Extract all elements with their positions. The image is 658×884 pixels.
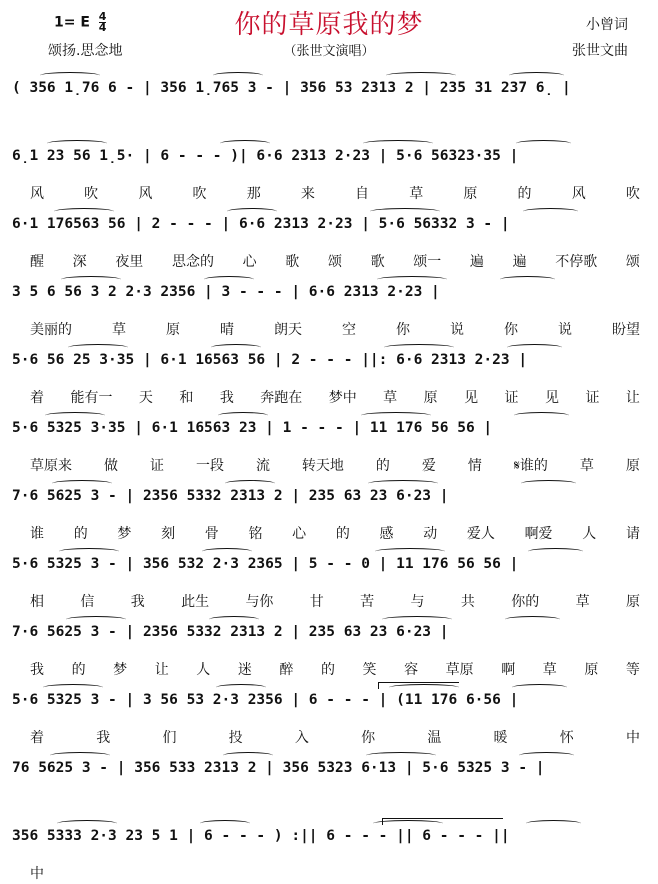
- lyric-line: [30, 660, 640, 680]
- slur-mark: [528, 548, 583, 555]
- lyric-word: 我: [96, 730, 111, 746]
- lyric-word: 草: [409, 186, 424, 202]
- lyric-word: 相: [30, 594, 44, 610]
- lyric-word: 吹: [625, 186, 640, 202]
- lyric-word: 做: [103, 458, 118, 474]
- lyric-line: [30, 796, 640, 816]
- notation-line: ( 356 1̣76 6 - | 356 1̣765 3 - | 356 53 2313 2 | 235 31 237 6̣ |: [12, 80, 571, 96]
- lyric-word: 和: [179, 390, 194, 406]
- lyric-line: [30, 116, 640, 136]
- slur-mark: [523, 208, 578, 215]
- lyric-line: [30, 524, 640, 544]
- lyric-line: [30, 388, 640, 408]
- lyric-word: 晴: [220, 322, 234, 338]
- slur-mark: [218, 412, 268, 419]
- lyric-line: [30, 320, 640, 340]
- lyric-word: 遍: [469, 254, 484, 270]
- lyric-word: 你: [504, 322, 518, 338]
- lyric-word: 的: [71, 662, 86, 678]
- lyric-word: 容: [404, 662, 419, 678]
- notation-line: 6̣1 23 56 1̣5· | 6 - - - )| 6·6 2313 2·23 | 5·6 56323·35 |: [12, 148, 519, 164]
- slur-mark: [386, 72, 456, 79]
- lyric-word: 颂: [327, 254, 342, 270]
- slur-mark: [220, 140, 270, 147]
- lyric-word: 请: [625, 526, 640, 542]
- lyric-word: 梦: [113, 662, 128, 678]
- slur-mark: [43, 684, 103, 691]
- lyric-word: 中: [625, 730, 640, 746]
- lyric-word: 的: [73, 526, 88, 542]
- lyric-word: 草原: [445, 662, 474, 678]
- lyric-word: 我: [130, 594, 145, 610]
- notation-line: 356 5333 2·3 23 5 1 | 6 - - - ) :|| 6 - - - || 6 - - - ||: [12, 828, 510, 844]
- lyric-word: 啊: [501, 662, 516, 678]
- slur-mark: [512, 684, 567, 691]
- lyric-word: 怀: [559, 730, 574, 746]
- slur-mark: [57, 820, 117, 827]
- lyric-word: 共: [460, 594, 475, 610]
- notation-line: 5·6 5325 3·35 | 6·1 16563 23 | 1 - - - | 11 176 56 56 |: [12, 420, 493, 436]
- slur-mark: [202, 548, 252, 555]
- lyric-word: 草: [579, 458, 594, 474]
- slur-mark: [225, 480, 275, 487]
- lyricist-credit: 小曾词: [586, 17, 628, 33]
- slur-mark: [61, 276, 121, 283]
- lyric-word: 草: [575, 594, 590, 610]
- slur-mark: [363, 140, 433, 147]
- slur-mark: [68, 344, 128, 351]
- lyric-word: 入: [294, 730, 309, 746]
- lyric-word: 草原来: [30, 458, 72, 474]
- lyric-word: 𝄋谁的: [513, 458, 548, 474]
- lyric-word: 此生: [181, 594, 210, 610]
- slur-mark: [47, 140, 107, 147]
- lyric-word: 一段: [195, 458, 224, 474]
- lyric-word: 们: [162, 730, 177, 746]
- song-title: 你的草原我的梦: [234, 10, 424, 40]
- lyric-word: 能有一: [70, 390, 113, 406]
- slur-mark: [223, 752, 273, 759]
- slur-mark: [50, 752, 110, 759]
- lyric-word: 中: [30, 866, 44, 882]
- lyric-word: 骨: [204, 526, 219, 542]
- notation-line: 7·6 5625 3 - | 2356 5332 2313 2 | 235 63 23 6·23 |: [12, 488, 449, 504]
- lyric-word: 的: [517, 186, 532, 202]
- lyric-word: 着: [30, 390, 44, 406]
- slur-mark: [361, 412, 431, 419]
- lyric-word: 歌: [285, 254, 300, 270]
- slur-mark: [204, 276, 254, 283]
- lyric-word: 等: [625, 662, 640, 678]
- lyric-word: 你: [396, 322, 410, 338]
- lyric-word: 那: [246, 186, 261, 202]
- notation-line: 5·6 56 25 3·35 | 6·1 16563 56 | 2 - - - ||: 6·6 2313 2·23 |: [12, 352, 528, 368]
- lyric-word: 的: [320, 662, 335, 678]
- lyric-word: 笑: [362, 662, 377, 678]
- lyric-word: 爱人: [466, 526, 495, 542]
- slur-mark: [368, 480, 438, 487]
- slur-mark: [366, 752, 436, 759]
- lyric-word: 我: [219, 390, 234, 406]
- time-signature-top: 4: [98, 10, 107, 23]
- notation-line: 3 5 6 56 3 2 2·3 2356 | 3 - - - | 6·6 2313 2·23 |: [12, 284, 440, 300]
- lyric-word: 与你: [245, 594, 274, 610]
- lyric-word: 苦: [360, 594, 375, 610]
- lyric-word: 你的: [511, 594, 540, 610]
- slur-mark: [209, 616, 259, 623]
- lyric-word: 奔跑在: [260, 390, 303, 406]
- lyric-word: 原: [463, 186, 478, 202]
- slur-mark: [375, 548, 445, 555]
- slur-mark: [40, 72, 100, 79]
- volta-bracket: [382, 818, 503, 825]
- lyric-line: [30, 728, 640, 748]
- lyric-word: 原: [584, 662, 599, 678]
- lyric-word: 转天地: [301, 458, 344, 474]
- lyric-word: 投: [228, 730, 243, 746]
- lyric-word: 颂一: [413, 254, 442, 270]
- lyric-word: 夜里: [115, 254, 144, 270]
- slur-mark: [384, 344, 454, 351]
- composer-credit: 张世文曲: [572, 43, 628, 59]
- lyric-word: 深: [72, 254, 87, 270]
- key-label: 1= E: [54, 14, 90, 31]
- lyric-word: 感: [379, 526, 394, 542]
- lyric-word: 与: [410, 594, 425, 610]
- lyric-word: 刻: [161, 526, 176, 542]
- lyric-word: 梦: [117, 526, 132, 542]
- lyric-word: 迷: [237, 662, 252, 678]
- lyric-word: 自: [355, 186, 370, 202]
- lyric-word: 信: [80, 594, 95, 610]
- slur-mark: [526, 820, 581, 827]
- notation-line: 5·6 5325 3 - | 3 56 53 2·3 2356 | 6 - - - | (11 176 6·56 |: [12, 692, 519, 708]
- lyric-line: [30, 456, 640, 476]
- lyric-word: 见: [464, 390, 479, 406]
- slur-mark: [216, 684, 266, 691]
- notation-line: 7·6 5625 3 - | 2356 5332 2313 2 | 235 63 23 6·23 |: [12, 624, 449, 640]
- lyric-word: 原: [625, 458, 640, 474]
- lyric-word: 草: [383, 390, 398, 406]
- lyric-word: 甘: [309, 594, 324, 610]
- lyric-word: 吹: [192, 186, 207, 202]
- slur-mark: [211, 344, 261, 351]
- lyric-word: 的: [375, 458, 390, 474]
- lyric-word: 铭: [248, 526, 263, 542]
- lyric-word: 歌: [370, 254, 385, 270]
- expression-mark: 颂扬.思念地: [48, 43, 123, 59]
- lyric-word: 我: [30, 662, 44, 678]
- lyric-word: 原: [625, 594, 640, 610]
- notation-line: 5·6 5325 3 - | 356 532 2·3 2365 | 5 - - 0 | 11 176 56 56 |: [12, 556, 519, 572]
- lyric-word: 爱: [421, 458, 436, 474]
- lyric-word: 不停歌: [555, 254, 598, 270]
- slur-mark: [213, 72, 263, 79]
- lyric-word: 说: [450, 322, 464, 338]
- lyric-word: 着: [30, 730, 44, 746]
- slur-mark: [52, 480, 112, 487]
- slur-mark: [45, 412, 105, 419]
- slur-mark: [382, 616, 452, 623]
- lyric-word: 风: [30, 186, 44, 202]
- lyric-word: 思念的: [171, 254, 214, 270]
- slur-mark: [66, 616, 126, 623]
- lyric-word: 让: [154, 662, 169, 678]
- lyric-word: 动: [423, 526, 438, 542]
- lyric-word: 让: [625, 390, 640, 406]
- lyric-word: 暖: [493, 730, 508, 746]
- slur-mark: [516, 140, 571, 147]
- lyric-word: 人: [582, 526, 597, 542]
- lyric-word: 证: [149, 458, 164, 474]
- lyric-line: [30, 864, 640, 884]
- slur-mark: [59, 548, 119, 555]
- slur-mark: [507, 344, 562, 351]
- lyric-word: 你: [361, 730, 376, 746]
- time-signature: [99, 12, 107, 33]
- lyric-word: 来: [300, 186, 315, 202]
- slur-mark: [370, 208, 440, 215]
- slur-mark: [377, 276, 447, 283]
- lyric-word: 心: [292, 526, 307, 542]
- lyric-word: 流: [255, 458, 270, 474]
- lyric-word: 颂: [625, 254, 640, 270]
- lyric-word: 人: [196, 662, 211, 678]
- lyric-word: 风: [571, 186, 586, 202]
- slur-mark: [54, 208, 114, 215]
- lyric-word: 盼望: [612, 322, 640, 338]
- time-signature-bottom: 4: [98, 21, 107, 34]
- lyric-word: 醉: [279, 662, 294, 678]
- lyric-word: 草: [112, 322, 126, 338]
- lyric-word: 朗天: [274, 322, 302, 338]
- lyric-word: 风: [138, 186, 153, 202]
- notation-line: 76 5625 3 - | 356 533 2313 2 | 356 5323 6·13 | 5·6 5325 3 - |: [12, 760, 545, 776]
- lyric-word: 遍: [512, 254, 527, 270]
- lyric-word: 醒: [30, 254, 44, 270]
- lyric-word: 情: [467, 458, 482, 474]
- lyric-line: [30, 184, 640, 204]
- lyric-word: 心: [242, 254, 257, 270]
- lyric-word: 原: [423, 390, 438, 406]
- lyric-word: 天: [138, 390, 153, 406]
- lyric-word: 原: [166, 322, 180, 338]
- lyric-word: 温: [427, 730, 442, 746]
- lyric-word: 梦中: [328, 390, 357, 406]
- lyric-word: 吹: [84, 186, 99, 202]
- volta-bracket: [378, 682, 459, 689]
- slur-mark: [200, 820, 250, 827]
- notation-line: 6·1 176563 56 | 2 - - - | 6·6 2313 2·23 | 5·6 56332 3 - |: [12, 216, 510, 232]
- lyric-word: 的: [335, 526, 350, 542]
- slur-mark: [519, 752, 574, 759]
- slur-mark: [509, 72, 564, 79]
- lyric-word: 证: [585, 390, 600, 406]
- lyric-word: 草: [542, 662, 557, 678]
- slur-mark: [514, 412, 569, 419]
- slur-mark: [500, 276, 555, 283]
- lyric-word: 啊爱: [524, 526, 553, 542]
- lyric-line: [30, 592, 640, 612]
- key-signature: [54, 12, 106, 33]
- slur-mark: [521, 480, 576, 487]
- slur-mark: [505, 616, 560, 623]
- singer-credit: （张世文演唱）: [283, 44, 375, 59]
- lyric-word: 证: [504, 390, 519, 406]
- lyric-word: 美丽的: [30, 322, 72, 338]
- lyric-line: [30, 252, 640, 272]
- lyric-word: 见: [544, 390, 559, 406]
- lyric-word: 谁: [30, 526, 44, 542]
- lyric-word: 说: [558, 322, 572, 338]
- slur-mark: [227, 208, 277, 215]
- lyric-word: 空: [342, 322, 356, 338]
